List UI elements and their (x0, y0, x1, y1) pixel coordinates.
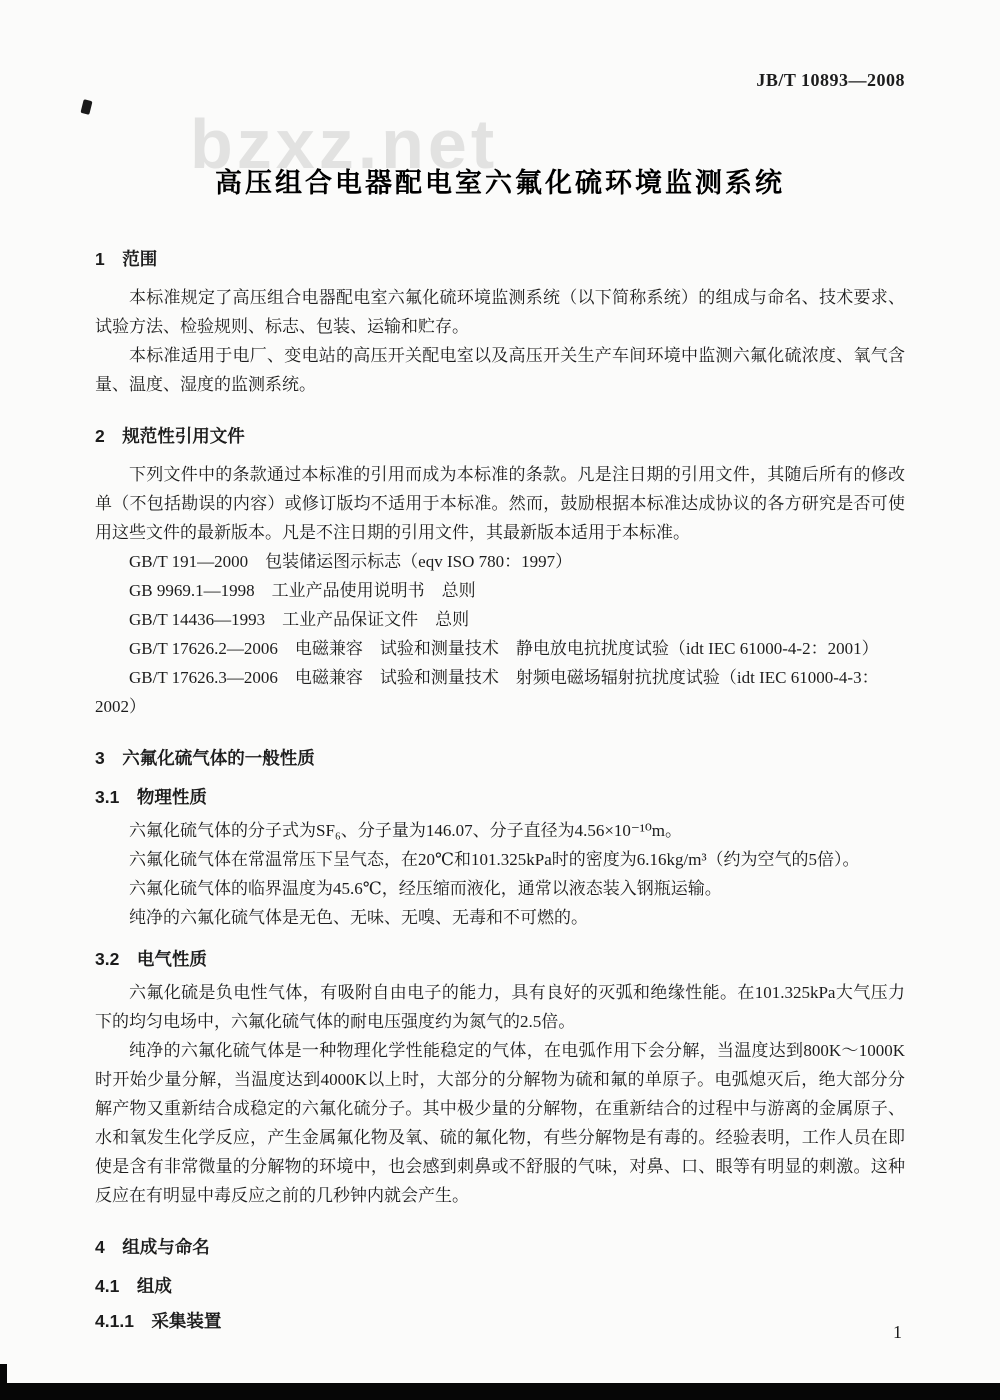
paragraph-physical-4: 纯净的六氟化硫气体是无色、无味、无嗅、无毒和不可燃的。 (129, 908, 588, 927)
document-title: 高压组合电器配电室六氟化硫环境监测系统 (215, 168, 785, 198)
heading-3-1-physical-properties: 3.1 物理性质 (95, 787, 207, 807)
paragraph-electrical-2: 纯净的六氟化硫气体是一种物理化学性能稳定的气体，在电弧作用下会分解，当温度达到800K～1000K时开始少量分解，当温度达到4000K以上时，大部分的分解物为硫和氟的单原子。电弧熄灭后，绝大部分分解产物又重新结合成稳定的六氟化硫分子。其中极少量的分解物，在重新结合的过程中与游离的金属原子、水和氧发生化学反应，产生金属氟化物及氧、硫的氟化物，有些分解物是有毒的。经验表明，工作人员在即使是含有非常微量的分解物的环境中，也会感到刺鼻或不舒服的气味，对鼻、口、眼等有明显的刺激。这种反应在有明显中毒反应之前的几秒钟内就会产生。 (95, 1041, 905, 1205)
page-number: 1 (893, 1322, 902, 1342)
reference-item-gb-9969: GB 9969.1—1998 工业产品使用说明书 总则 (129, 581, 476, 600)
heading-3-2-electrical-properties: 3.2 电气性质 (95, 949, 207, 969)
paragraph-physical-3: 六氟化硫气体的临界温度为45.6℃，经压缩而液化，通常以液态装入钢瓶运输。 (129, 879, 722, 898)
paragraph-electrical-1: 六氟化硫是负电性气体，有吸附自由电子的能力，具有良好的灭弧和绝缘性能。在101.325kPa大气压力下的均匀电场中，六氟化硫气体的耐电压强度约为氮气的2.5倍。 (95, 983, 905, 1031)
scan-artifact-bottom-bar (0, 1383, 1000, 1400)
heading-1-scope: 1 范围 (95, 249, 158, 269)
reference-item-gbt-17626-3: GB/T 17626.3—2006 电磁兼容 试验和测量技术 射频电磁场辐射抗扰度试验（idt IEC 61000-4-3：2002） (95, 668, 879, 716)
heading-4-1-1-collection-device: 4.1.1 采集装置 (95, 1311, 222, 1331)
heading-4-1-composition: 4.1 组成 (95, 1276, 172, 1296)
heading-3-general-properties: 3 六氟化硫气体的一般性质 (95, 748, 315, 768)
paragraph-scope-1: 本标准规定了高压组合电器配电室六氟化硫环境监测系统（以下简称系统）的组成与命名、技术要求、试验方法、检验规则、标志、包装、运输和贮存。 (95, 288, 905, 336)
standard-code: JB/T 10893—2008 (756, 70, 905, 90)
reference-item-gbt-14436: GB/T 14436—1993 工业产品保证文件 总则 (129, 610, 470, 629)
heading-2-normative-references: 2 规范性引用文件 (95, 426, 245, 446)
reference-item-gbt-17626-2: GB/T 17626.2—2006 电磁兼容 试验和测量技术 静电放电抗扰度试验（idt IEC 61000-4-2：2001） (129, 639, 879, 658)
paragraph-physical-2: 六氟化硫气体在常温常压下呈气态，在20℃和101.325kPa时的密度为6.16kg/m³（约为空气的5倍）。 (129, 850, 860, 869)
paragraph-normative-intro: 下列文件中的条款通过本标准的引用而成为本标准的条款。凡是注日期的引用文件，其随后所有的修改单（不包括勘误的内容）或修订版均不适用于本标准。然而，鼓励根据本标准达成协议的各方研究是否可使用这些文件的最新版本。凡是不注日期的引用文件，其最新版本适用于本标准。 (95, 465, 905, 542)
paragraph-physical-1: 六氟化硫气体的分子式为SF₆、分子量为146.07、分子直径为4.56×10⁻¹⁰m。 (129, 821, 683, 840)
paragraph-scope-2: 本标准适用于电厂、变电站的高压开关配电室以及高压开关生产车间环境中监测六氟化硫浓度、氧气含量、温度、湿度的监测系统。 (95, 346, 905, 394)
heading-4-composition-naming: 4 组成与命名 (95, 1237, 210, 1257)
reference-item-gbt-191: GB/T 191—2000 包装储运图示标志（eqv ISO 780：1997） (129, 552, 573, 571)
watermark-text: bzxz.net (190, 105, 499, 183)
